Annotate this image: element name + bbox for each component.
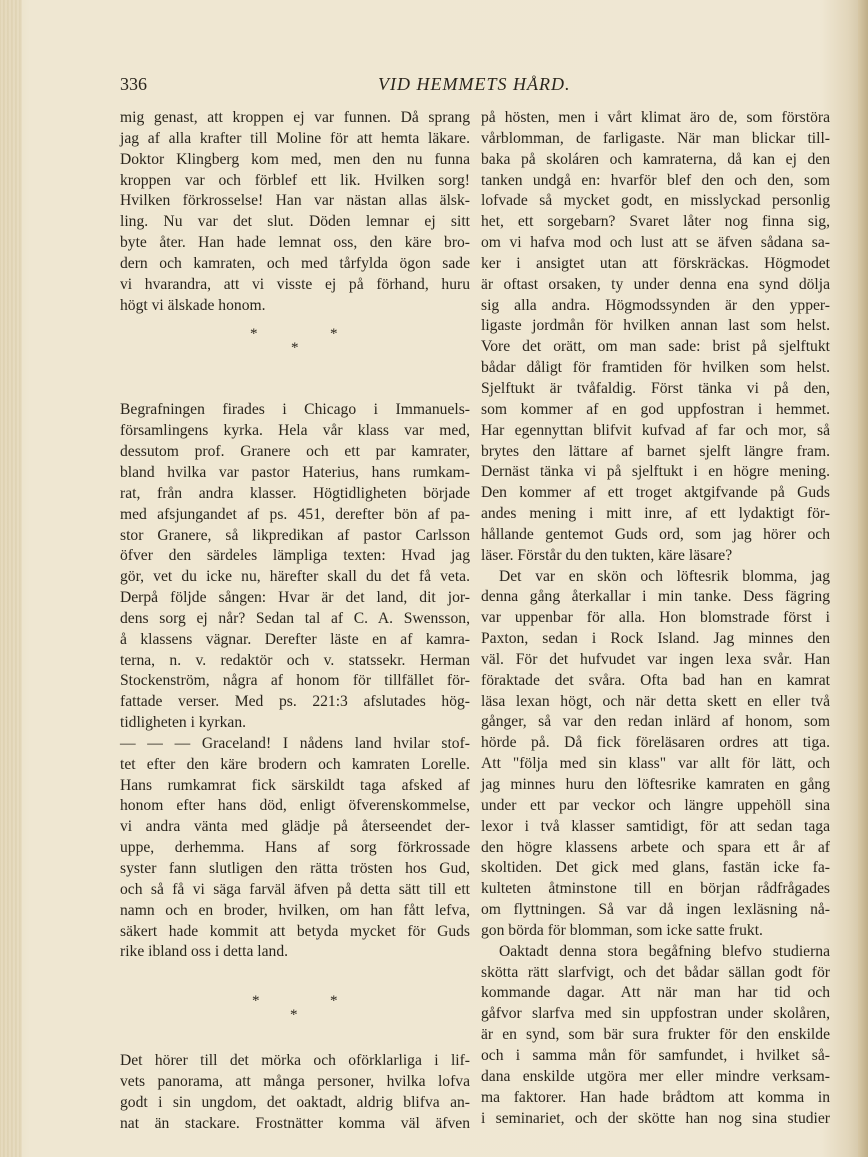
text-line: var uppenbar för alla. Hon blomstrade först i [481, 609, 830, 627]
asterisk: * [330, 993, 338, 1010]
text-line: Hans rumkamrat fick särskildt taga afsked af [120, 776, 470, 794]
paragraph [481, 942, 830, 1130]
text-line: Doktor Klingberg kom med, men den nu funna [120, 150, 470, 168]
text-line: Det var en skön och löftesrik blomma, jag [499, 567, 830, 585]
text-line: läsa lexan högt, och när detta skett en eller två [481, 692, 830, 710]
text-line: tanken undgå en: hvarför blef den och den, som [481, 171, 830, 189]
text-line: den högre klassens arbete och spara ett år af [481, 838, 830, 856]
text-line: föraktade det svåra. Ofta bad han en kamrat [481, 671, 830, 689]
text-line: kulteten åtminstone till en början rådfrågades [481, 880, 830, 898]
page-number: 336 [120, 74, 147, 94]
asterisk: * [252, 993, 260, 1010]
text-line: skötta rätt slarfvigt, och det bådar sällan godt för [481, 963, 830, 981]
text-line: Sjelftukt är tvåfaldig. Först tänka vi på den, [481, 379, 830, 397]
text-line: uppe, derhemma. Hans af sorg förkrossade [120, 839, 470, 857]
paragraph [120, 400, 470, 734]
text-line: Vore det orätt, om man sade: brist på sjelftukt [481, 338, 830, 356]
text-line: vi andra vänta med glädje på återseendet der- [120, 818, 470, 836]
text-line: nat än stackare. Frostnätter komma väl äfven [120, 1114, 470, 1132]
right-column [481, 108, 830, 1129]
text-line: Stockenström, några af honom för tillfället för- [120, 672, 470, 690]
text-line: vi hvarandra, att vi visste ej på förhand, huru [120, 275, 470, 293]
text-line: säkert hade kommit att betyda mycket för Guds [120, 922, 470, 940]
text-line: ligaste jordmån för hvilken annan last som helst. [481, 317, 830, 335]
text-line: byte åter. Han hade lemnat oss, den käre bro- [120, 234, 470, 252]
text-line: fattade verser. Med ps. 221:3 afslutades hög- [120, 693, 470, 711]
text-line: gånger, så var den redan inlärd af honom, som [481, 713, 830, 731]
text-line: tidligheten i kyrkan. [120, 714, 247, 732]
text-line: Paxton, sedan i Rock Island. Jag minnes den [481, 630, 830, 648]
text-line: jag minnes huru den löftesrike kamraten en gång [481, 776, 830, 793]
section-separator [120, 316, 470, 400]
text-line: dana enskilde utgöra mer eller mindre verksam- [481, 1067, 830, 1085]
text-line: rike ibland oss i detta land. [120, 943, 289, 961]
text-line: församlingens kyrka. Hela vår klass var med, [120, 422, 470, 440]
paragraph [481, 567, 830, 942]
asterisk: * [291, 340, 299, 357]
text-line: jag af alla krafter till Moline för att hemta läkare. [120, 129, 470, 147]
text-line: ma faktorer. Han hade brådtom att komma in [481, 1088, 830, 1106]
text-line: terna, n. v. redaktör och v. statssekr. Herman [120, 651, 470, 669]
text-line: hållande gentemot Guds ord, som jag hörer och [481, 525, 830, 543]
text-line: andes mening i mitt inre, af ett lydaktigt för- [481, 505, 830, 523]
paragraph [481, 108, 830, 567]
text-line: läser. Förstår du den tukten, käre läsare? [481, 546, 733, 564]
page-edge [858, 0, 868, 1157]
binding-gutter [0, 0, 22, 1157]
text-line: lofvade så mycket godt, en misslyckad personlig [481, 192, 830, 210]
text-line: tet efter den käre brodern och kamraten Lorelle. [120, 755, 470, 773]
text-line: gåfvor slarfva med sin uppfostran under skolåren, [481, 1005, 830, 1023]
text-line: dern och kamraten, och med tårfylda ögon sade [120, 254, 470, 272]
text-line: Oaktadt denna stora begåfning blefvo studierna [499, 942, 830, 960]
text-line: är oftast orsaken, ty under denna ena synd dölja [481, 275, 830, 293]
text-line: denna gång återkallar i min tanke. Dess fägring [481, 588, 830, 606]
text-line: ling. Nu var det slut. Döden lemnar ej sitt [120, 213, 470, 231]
text-line: om flyttningen. Så var då ingen lexläsning nå- [481, 901, 830, 919]
text-line: Begrafningen firades i Chicago i Immanuels- [120, 401, 470, 419]
text-line: het, ett sorgebarn? Svaret låter nog finna sig, [481, 213, 830, 231]
text-line: å klassens vägnar. Derefter läste en af kamra- [120, 630, 470, 648]
text-line: med afsjungandet af ps. 451, derefter bön af pa- [120, 505, 470, 523]
text-line: skoltiden. Det gick med glans, fastän icke fa- [481, 859, 830, 877]
text-line: och i samma mån för samfundet, i hvilket så- [481, 1046, 830, 1064]
text-line: Att "följa med sin klass" var allt för lätt, och [481, 755, 830, 773]
text-line: bland hvilka var pastor Haterius, hans rumkam- [120, 463, 470, 481]
text-line: under ett par veckor och längre uppehöll sina [481, 796, 830, 814]
text-line: brytes den lättare af barnet sjelft längre fram. [481, 442, 830, 460]
text-line: Derpå följde sången: Hvar är det land, dit jor- [120, 589, 470, 607]
text-line: Dernäst tänka vi på sjelftukt i en högre mening. [481, 463, 830, 481]
paragraph [120, 1051, 470, 1134]
paragraph [120, 108, 470, 316]
left-column [120, 108, 470, 1135]
running-title: VID HEMMETS HÅRD. [378, 74, 571, 94]
text-line: vets panorama, att många personer, hvilka lofva [120, 1073, 470, 1091]
text-line: kommande dagar. Att när man har tid och [481, 984, 830, 1002]
text-line: dens sorg ej når? Sedan tal af C. A. Swensson, [120, 609, 470, 627]
asterisk: * [250, 326, 258, 343]
text-line: honom efter hans död, enligt öfverenskommelse, [120, 797, 470, 815]
text-line: gör, vet du icke nu, härefter skall du det få veta. [120, 568, 470, 586]
text-line: öfver den särdeles lämpliga texten: Hvad jag [120, 547, 470, 565]
page-header [120, 74, 830, 98]
text-line: godt i sin ungdom, det oaktadt, aldrig blifva an- [120, 1093, 470, 1111]
text-line: är en synd, som bär sura frukter för den enskilde [481, 1026, 830, 1044]
text-line: som kommer af en god uppfostran i hemmet. [481, 400, 830, 418]
text-line: hörde på. Då fick föreläsaren ordres att tiga. [481, 734, 830, 752]
text-line: kroppen var och förblef ett lik. Hvilken sorg! [120, 171, 470, 189]
text-line: rat, från andra klasser. Högtidligheten började [120, 484, 470, 502]
text-line: — — — Graceland! I nådens land hvilar stof- [120, 734, 470, 752]
text-line: Har egennyttan blifvit kufvad af far och mor, så [481, 421, 830, 439]
text-line: Den kommer af ett troget aktgifvande på Guds [481, 484, 830, 502]
text-line: mig genast, att kroppen ej var funnen. Då sprang [120, 109, 470, 126]
text-line: om vi hafva mod och lust att se äfven sådana sa- [481, 234, 830, 252]
text-line: Hvilken förkrosselse! Han var nästan allas älsk- [120, 192, 470, 210]
asterisk: * [330, 326, 338, 343]
text-line: högt vi älskade honom. [120, 296, 266, 314]
section-separator [120, 963, 470, 1047]
asterisk: * [290, 1007, 298, 1024]
text-line: dessutom prof. Granere och ett par kamrater, [120, 443, 470, 461]
text-line: bådar dåligt för framtiden för hvilken som helst. [481, 359, 830, 377]
text-line: ker i ansigtet utan att förskräckas. Högmodet [481, 254, 830, 272]
text-line: väl. För det hufvudet var ingen lexa svår. Han [481, 650, 830, 668]
text-line: på hösten, men i vårt klimat äro de, som förstöra [481, 109, 830, 126]
text-line: namn och en broder, hvilken, om han fått lefva, [120, 901, 470, 919]
text-line: baka på skoláren och kamraterna, då kan ej den [481, 150, 830, 168]
text-line: vårblomman, de farligaste. När man blickar till- [481, 129, 830, 147]
text-line: stor Granere, så likpredikan af pastor Carlsson [120, 526, 470, 544]
text-line: lexor i två klasser samtidigt, för att sedan taga [481, 817, 830, 835]
text-line: sig alla andra. Högmodssynden är den ypper- [481, 296, 830, 314]
text-line: och så få vi säga farväl äfven på detta sätt till ett [120, 880, 470, 898]
text-line: Det hörer till det mörka och oförklarliga i lif- [120, 1052, 470, 1070]
text-line: i seminariet, och der skötte han nog sina studier [481, 1109, 830, 1127]
paragraph [120, 734, 470, 963]
text-line: syster fann slutligen den rätta trösten hos Gud, [120, 860, 470, 877]
text-line: gon börda för blomman, som icke satte frukt. [481, 921, 763, 939]
